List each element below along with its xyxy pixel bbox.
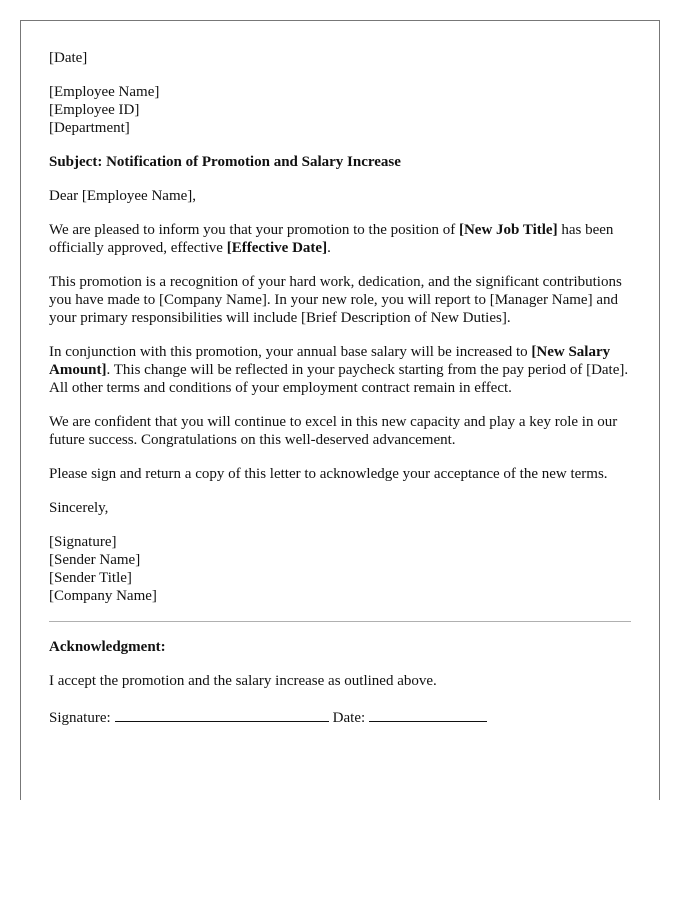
paragraph-promotion-text-2: has been officially approved, effective	[49, 222, 614, 256]
paragraph-salary	[49, 343, 631, 397]
recipient-id: [Employee ID]	[49, 102, 140, 118]
sender-title: [Sender Title]	[49, 570, 132, 586]
sender-name: [Sender Name]	[49, 552, 141, 568]
subject-text: Subject: Notification of Promotion and Salary Increase	[49, 154, 401, 170]
signature-label: Signature:	[49, 710, 111, 726]
paragraph-promotion-text-1: We are pleased to inform you that your promotion to the position of	[49, 222, 459, 238]
subject-line	[49, 153, 631, 171]
signature-block	[49, 533, 631, 605]
acknowledgment-signature-row	[49, 706, 631, 727]
section-divider	[49, 621, 631, 622]
paragraph-salary-text-1: In conjunction with this promotion, your annual base salary will be increased to	[49, 344, 532, 360]
acknowledgment-text: I accept the promotion and the salary increase as outlined above.	[49, 673, 437, 689]
paragraph-return-instructions: Please sign and return a copy of this letter to acknowledge your acceptance of the new terms.	[49, 466, 608, 482]
recipient-name: [Employee Name]	[49, 84, 160, 100]
date-label: Date:	[332, 710, 366, 726]
sender-company: [Company Name]	[49, 588, 157, 604]
signature-line[interactable]	[115, 706, 329, 722]
letter-date: [Date]	[49, 50, 88, 66]
acknowledgment-heading: Acknowledgment:	[49, 639, 166, 655]
paragraph-salary-text-2: . This change will be reflected in your paycheck starting from the pay period of [Date]. All other terms and conditions of your employment contract remain in effect.	[49, 362, 629, 396]
paragraph-promotion-text-3: .	[327, 240, 331, 256]
paragraph-confidence: We are confident that you will continue to excel in this new capacity and play a key role in our future success. Congratulations on this well-deserved advancement.	[49, 414, 618, 448]
date-line[interactable]	[369, 706, 487, 722]
paragraph-recognition: This promotion is a recognition of your hard work, dedication, and the significant contributions you have made to [Company Name]. In your new role, you will report to [Manager Name] and your primary responsibilities will include [Brief Description of New Duties].	[49, 274, 622, 326]
closing: Sincerely,	[49, 500, 109, 516]
sender-signature: [Signature]	[49, 534, 117, 550]
new-job-title: [New Job Title]	[458, 222, 558, 238]
effective-date: [Effective Date]	[226, 240, 328, 256]
paragraph-promotion	[49, 221, 631, 257]
letter-page	[20, 20, 660, 800]
recipient-block	[49, 83, 631, 137]
new-salary-amount: [New Salary Amount]	[49, 344, 611, 378]
acknowledgment-heading-line	[49, 638, 631, 656]
recipient-department: [Department]	[49, 120, 130, 136]
salutation: Dear [Employee Name],	[49, 188, 197, 204]
